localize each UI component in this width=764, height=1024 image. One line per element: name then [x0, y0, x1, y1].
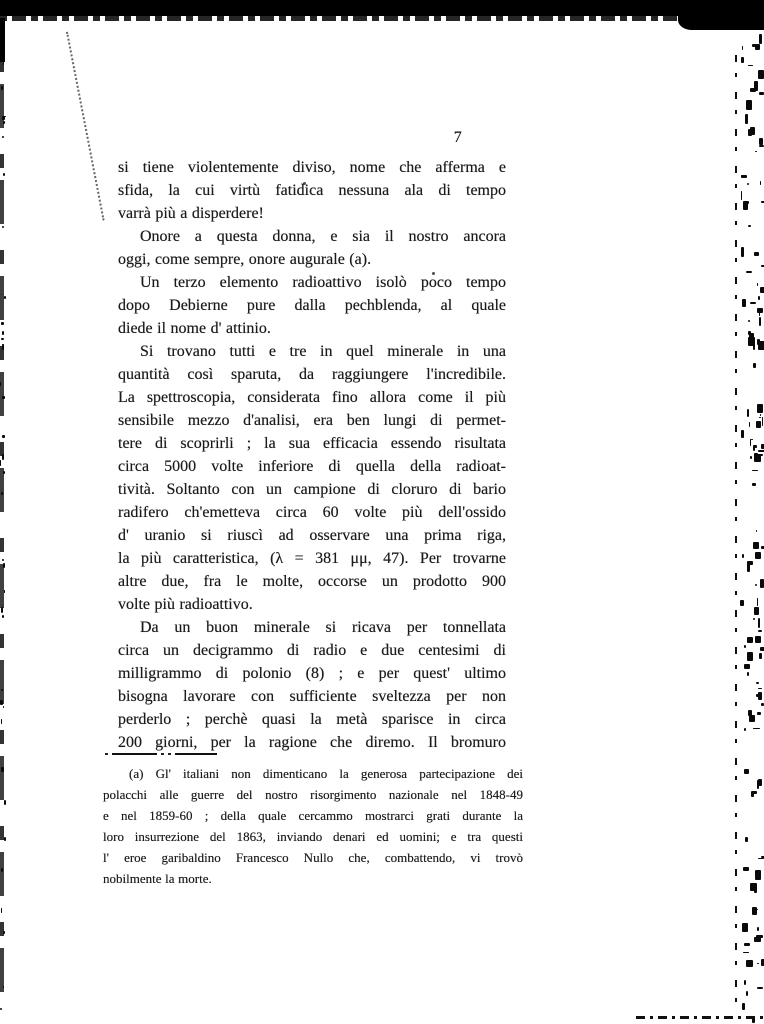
body-text-line: tere di scoprirli ; la sua efficacia essendo risultata: [118, 435, 506, 452]
body-text-line: la più caratteristica, (λ = 381 μμ, 47). Per trovarne: [118, 550, 506, 567]
footnote-text-line: loro insurrezione del 1863, inviando denari ed uomini; e tra questi: [103, 829, 523, 844]
body-text-line: altre due, fra le molte, occorse un prodotto 900: [118, 573, 506, 590]
body-text-line: La spettroscopia, considerata fino allora come il più: [118, 389, 506, 406]
body-text-line: varrà più a disperdere!: [118, 205, 264, 222]
right-edge-dashed-line: [735, 55, 737, 1013]
body-text-line: si tiene violentemente diviso, nome che afferma e: [118, 159, 506, 176]
body-text-line: volte più radioattivo.: [118, 596, 253, 613]
body-text-line: Da un buon minerale si ricava per tonnellata: [140, 619, 506, 636]
footnote-text-line: nobilmente la morte.: [103, 871, 212, 886]
body-text-line: sensibile mezzo d'analisi, era ben lungi di permet-: [118, 412, 506, 429]
left-scan-edge-top: [0, 18, 5, 62]
footnote-text-line: l' eroe garibaldino Francesco Nullo che, combattendo, vi trovò: [103, 850, 523, 865]
body-text-line: sfida, la cui virtù fatidica nessuna ala di tempo: [118, 182, 506, 199]
body-text-line: 200 giorni, per la ragione che diremo. Il bromuro: [118, 734, 506, 751]
body-text-line: Un terzo elemento radioattivo isolò poco tempo: [140, 274, 506, 291]
diagonal-scratch-artifact: [66, 32, 105, 221]
body-text-line: milligrammo di polonio (8) ; e per quest' ultimo: [118, 665, 506, 682]
body-text-line: Si trovano tutti e tre in quel minerale in una: [140, 343, 506, 360]
body-text-line: perderlo ; perchè quasi la metà sparisce in circa: [118, 711, 506, 728]
body-text-line: quantità così sparuta, da raggiungere l'incredibile.: [118, 366, 506, 383]
footnote-text: [103, 763, 523, 889]
body-text: [118, 156, 506, 754]
body-text-line: dopo Debierne pure dalla pechblenda, al quale: [118, 297, 506, 314]
page-number: 7: [453, 129, 463, 146]
body-text-line: circa un decigrammo di radio e due centesimi di: [118, 642, 506, 659]
footnote-rule: [105, 753, 217, 755]
top-scan-band: [0, 0, 764, 16]
body-text-line: oggi, come sempre, onore augurale (a).: [118, 251, 372, 268]
body-text-line: d' uranio si riuscì ad osservare una prima riga,: [118, 527, 506, 544]
body-text-line: tività. Soltanto con un campione di cloruro di bario: [118, 481, 506, 498]
body-text-line: Onore a questa donna, e sia il nostro ancora: [140, 228, 506, 245]
bottom-scan-dots: [636, 1016, 764, 1019]
footnote-text-line: polacchi alle guerre del nostro risorgimento nazionale nel 1848-49: [103, 787, 523, 802]
right-scan-edge-speckles: [740, 20, 764, 1024]
body-text-line: circa 5000 volte inferiore di quella della radioat-: [118, 458, 506, 475]
footnote-text-line: (a) Gl' italiani non dimenticano la generosa partecipazione dei: [129, 766, 523, 781]
footnote-text-line: e nel 1859-60 ; della quale cercammo mostrarci grati durante la: [103, 808, 523, 823]
body-text-line: diede il nome d' attinio.: [118, 320, 271, 337]
body-text-line: bisogna lavorare con sufficiente sveltezza per non: [118, 688, 506, 705]
left-scan-edge-speckles: [0, 60, 6, 1010]
top-scan-band-fringe: [0, 16, 764, 21]
body-text-line: radifero ch'emetteva circa 60 volte più dell'ossido: [118, 504, 506, 521]
